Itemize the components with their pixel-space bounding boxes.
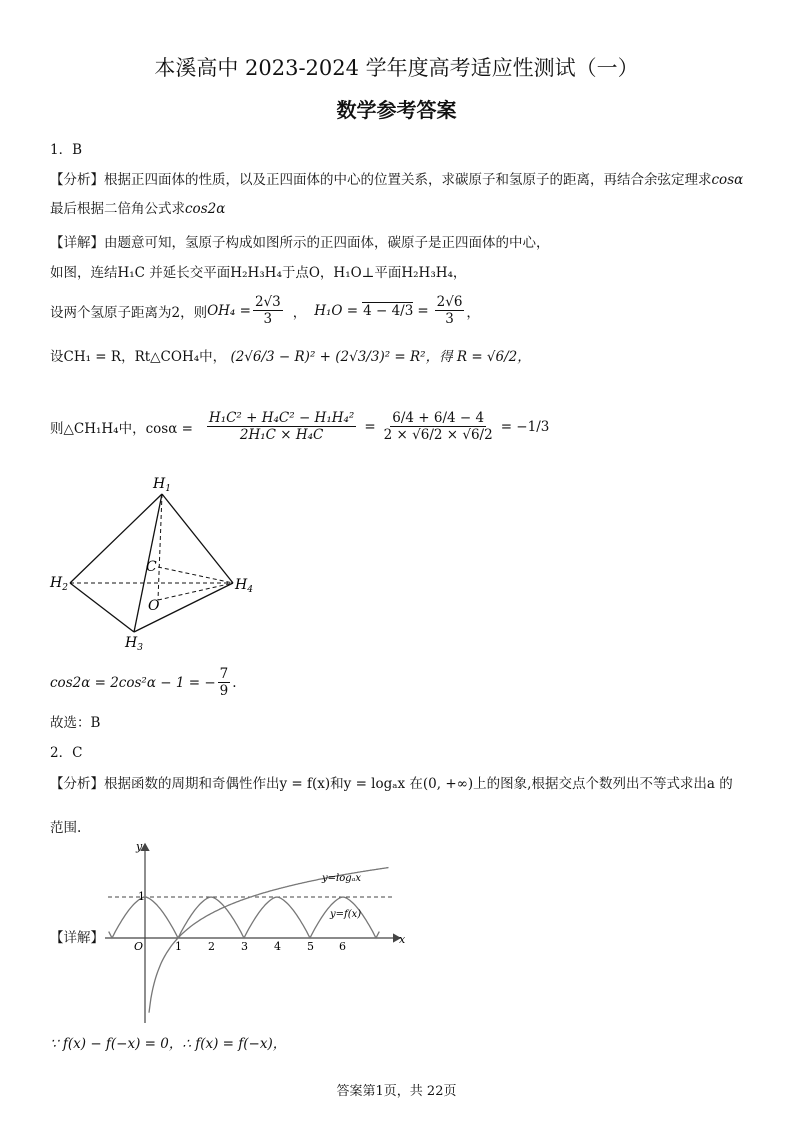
h1o-den: 3 [445,311,454,327]
q1-detail-line1: 【详解】由题意可知，氢原子构成如图所示的正四面体，碳原子是正四面体的中心， [50,235,550,251]
q1-analysis-line2-prefix: 最后根据二倍角公式求 [50,201,185,217]
x-tick-4: 4 [274,940,281,953]
cos-value-den: 2 × √6/2 × √6/2 [383,427,493,443]
label-h3: $H_3$ [125,635,143,652]
cos2-num: 7 [219,666,229,682]
q1-detail-line3: 设两个氢原子距离为2，则 OH₄ = $\frac{2√3}{3}$ ， H₁O = 4 − 4/3 = $\frac{2√6}{3}$ ， [50,294,480,327]
edge-h2-h3 [70,583,134,632]
x-tick-2: 2 [208,940,215,953]
cos2-den: 9 [219,683,229,699]
x-tick-labels [175,940,346,953]
q1-detail-line4 [50,345,531,365]
q1-analysis-line1 [50,168,743,188]
cos-formula-num: H₁C² + H₄C² − H₁H₄² [208,410,355,426]
q2-answer: 2．C [50,745,83,761]
label-o: O [148,598,160,614]
oh4-label: OH₄ = [207,302,251,319]
page-footer: 答案第1页，共 22页 [336,1084,457,1099]
q1-detail-line3-text: 设两个氢原子距离为2，则 [50,304,208,321]
log-curve-label: y=logₐx [322,873,362,884]
q2-detail-label: 【详解】 [50,930,104,946]
function-graph [100,838,410,1028]
x-tick-5: 5 [307,940,314,953]
tetrahedron-diagram [45,472,265,652]
cos-formula-fraction [207,410,356,443]
q1-detail-line4-text: 设CH₁ = R，Rt△COH₄中， [50,349,227,365]
q1-choice: 故选：B [50,715,101,731]
cos-value-fraction [384,410,493,443]
q1-detail-line5-text: 则△CH₁H₄中，cosα = [50,420,193,437]
label-h4: $H_4$ [235,577,253,595]
label-h1: $H_1$ [153,476,171,494]
h1o-eq: = [417,302,429,319]
oh4-den: 3 [263,311,273,327]
q1-analysis-text: 【分析】根据正四面体的性质，以及正四面体的中心的位置关系，求碳原子和氢原子的距离，再结合余弦定理求 [50,172,712,188]
line-o-h4 [158,583,233,600]
q2-analysis-line1: 【分析】根据函数的周期和奇偶性作出y = f(x)和y = logₐx 在(0, +∞)上的图象,根据交点个数列出不等式求出a 的 [50,776,733,792]
log-curve [149,868,389,1013]
h1o-radical: 4 − 4/3 [363,303,414,319]
label-h2: $H_2$ [50,575,68,593]
x-axis-label: x [399,933,406,946]
cos-result: = −1/3 [500,418,550,435]
h1o-fraction [435,294,465,327]
q1-detail-line5: 则△CH₁H₄中，cosα = $\frac{\text{H₁C² + H₄C² − H₁H₄²}}{\text{2H₁C × H₄C}}$ = $\frac{6/4 + 6/4 - 4}{2 \times √6/2 \times √6/2}$ = −1/3 [50,410,550,443]
cos2-expr: cos2α = 2cos²α − 1 = − [50,674,216,691]
q2-last-line: ∵ f(x) − f(−x) = 0，∴ f(x) = f(−x)， [50,1036,287,1052]
oh4-num: 2√3 [254,294,281,310]
q1-analysis-cos2: cos2α [185,201,226,217]
cos-value-num: 6/4 + 6/4 − 4 [392,410,485,426]
q1-detail-line2: 如图，连结H₁C 并延长交平面H₂H₃H₄于点O，H₁O⊥平面H₂H₃H₄， [50,265,467,281]
h1o-label: H₁O = [314,302,359,319]
q1-detail-line4-eq: (2√6/3 − R)² + (2√3/3)² = R²，得 R = √6/2， [230,349,531,365]
cos2-tail: . [232,674,237,691]
y-tick-1: 1 [138,890,145,903]
q2-analysis-line2: 范围. [50,820,82,836]
h1o-num: 2√6 [436,294,463,310]
x-tick-3: 3 [241,940,248,953]
page-subtitle: 数学参考答案 [336,98,457,122]
q1-analysis-cos: cosα [711,172,744,188]
f-curve-label: y=f(x) [330,909,362,920]
cos-formula-den: 2H₁C × H₄C [239,427,324,443]
q1-cos2-line [50,666,237,699]
page-title: 本溪高中 2023-2024 学年度高考适应性测试（一） [154,56,639,80]
q1-analysis-line2 [50,197,225,217]
origin-label: O [134,940,144,953]
x-tick-1: 1 [175,940,182,953]
label-c: C [146,559,157,575]
oh4-fraction [253,294,283,327]
x-tick-6: 6 [339,940,346,953]
y-axis-label: y [136,840,143,853]
cos2-fraction [218,666,231,699]
q1-answer: 1．B [50,142,83,158]
